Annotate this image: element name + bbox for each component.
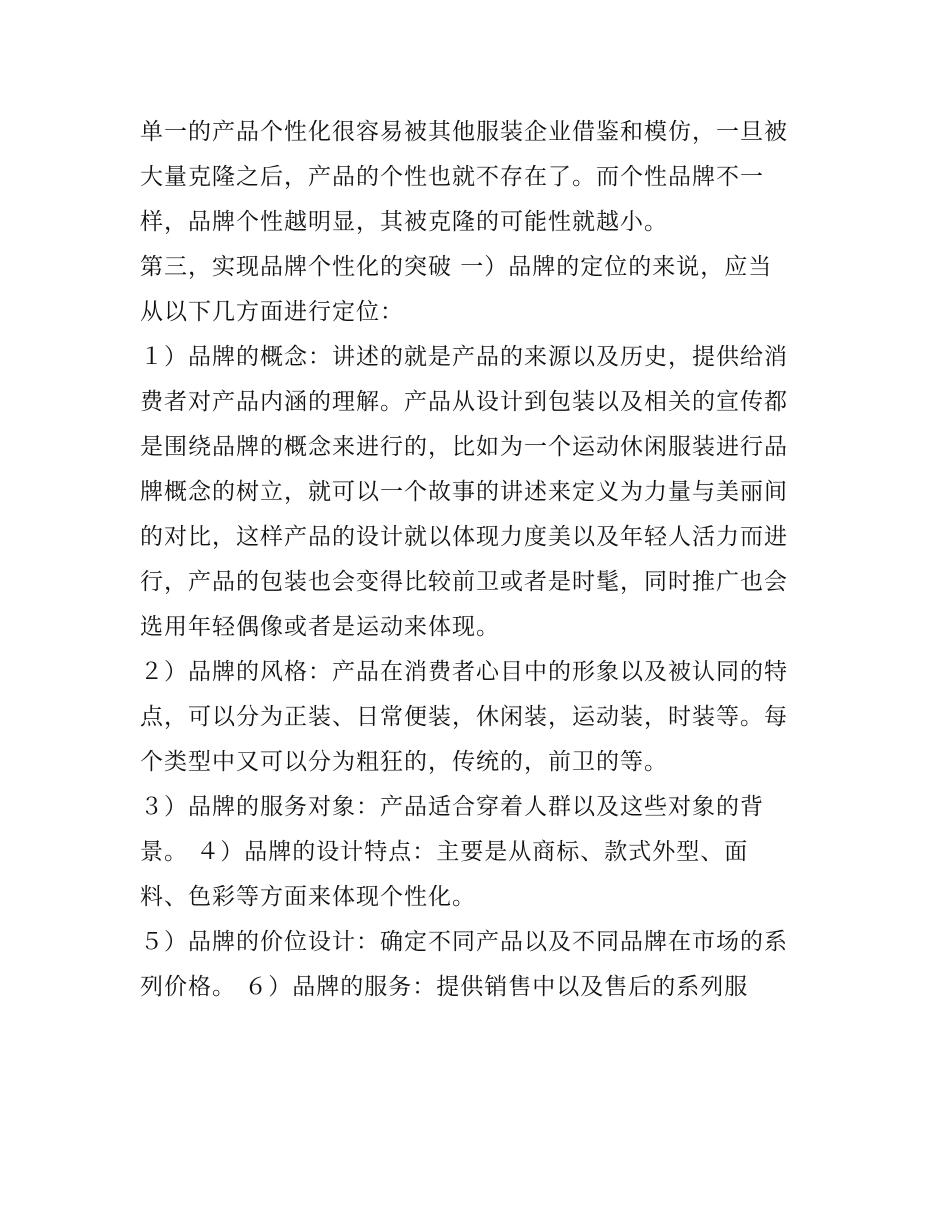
body-text [140, 110, 830, 1010]
text-line: 牌概念的树立，就可以一个故事的讲述来定义为力量与美丽间 [140, 479, 788, 505]
text-line: 是围绕品牌的概念来进行的，比如为一个运动休闲服装进行品 [140, 434, 788, 460]
text-line: 点，可以分为正装、日常便装，休闲装，运动装，时装等。每 [140, 704, 788, 730]
text-line: 列价格。 ６）品牌的服务：提供销售中以及售后的系列服 [140, 974, 749, 1000]
text-line: 景。 ４）品牌的设计特点：主要是从商标、款式外型、面 [140, 839, 749, 865]
text-line: 费者对产品内涵的理解。产品从设计到包装以及相关的宣传都 [140, 389, 788, 415]
text-line: 单一的产品个性化很容易被其他服装企业借鉴和模仿，一旦被 [140, 119, 788, 145]
text-line: 大量克隆之后，产品的个性也就不存在了。而个性品牌不一 [140, 164, 764, 190]
text-line: 的对比，这样产品的设计就以体现力度美以及年轻人活力而进 [140, 524, 788, 550]
text-line: 选用年轻偶像或者是运动来体现。 [140, 614, 500, 640]
text-line: ５）品牌的价位设计：确定不同产品以及不同品牌在市场的系 [140, 929, 788, 955]
text-line: 料、色彩等方面来体现个性化。 [140, 884, 476, 910]
text-line: 样，品牌个性越明显，其被克隆的可能性就越小。 [140, 209, 668, 235]
text-line: ２）品牌的风格：产品在消费者心目中的形象以及被认同的特 [140, 659, 788, 685]
text-line: 行，产品的包装也会变得比较前卫或者是时髦，同时推广也会 [140, 569, 788, 595]
text-line: ３）品牌的服务对象：产品适合穿着人群以及这些对象的背 [140, 794, 764, 820]
text-line: 从以下几方面进行定位： [140, 299, 404, 325]
text-line: 第三，实现品牌个性化的突破 一）品牌的定位的来说，应当 [140, 254, 773, 280]
text-line: １）品牌的概念：讲述的就是产品的来源以及历史，提供给消 [140, 344, 788, 370]
text-line: 个类型中又可以分为粗狂的，传统的，前卫的等。 [140, 749, 668, 775]
